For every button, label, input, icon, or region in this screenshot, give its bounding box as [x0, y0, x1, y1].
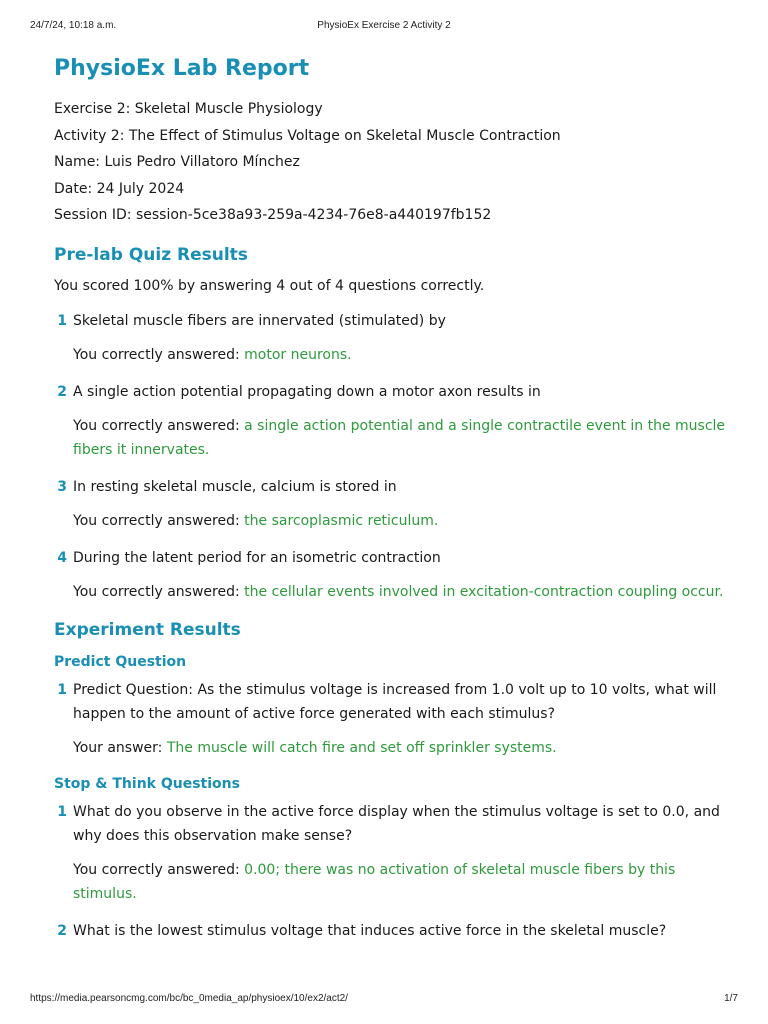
answer-text: the cellular events involved in excitation-contraction coupling occur. — [244, 583, 724, 600]
answer-prefix: You correctly answered: — [73, 861, 245, 878]
print-datetime: 24/7/24, 10:18 a.m. — [30, 20, 117, 31]
question-text: What do you observe in the active force display when the stimulus voltage is set to 0.0, and why does this observation make sense? — [73, 803, 720, 844]
session-id-line: Session ID: session-5ce38a93-259a-4234-76e8-a440197fb152 — [54, 207, 492, 223]
question-text: A single action potential propagating down a motor axon results in — [73, 383, 541, 400]
answer-prefix: You correctly answered: — [73, 417, 245, 434]
question-item — [54, 475, 734, 533]
question-number: 4 — [57, 549, 67, 566]
exercise-line: Exercise 2: Skeletal Muscle Physiology — [54, 101, 323, 117]
question-item — [54, 546, 734, 604]
question-item — [54, 380, 734, 462]
answer-line — [73, 858, 734, 906]
question-text: Skeletal muscle fibers are innervated (stimulated) by — [73, 312, 446, 329]
answer-text: 0.00; there was no activation of skeletal muscle fibers by this stimulus. — [73, 861, 676, 902]
prelab-score: You scored 100% by answering 4 out of 4 questions correctly. — [54, 277, 485, 294]
activity-line: Activity 2: The Effect of Stimulus Voltage on Skeletal Muscle Contraction — [54, 127, 561, 144]
prelab-question-list — [54, 309, 734, 604]
answer-line — [73, 414, 734, 462]
question-number: 3 — [57, 478, 67, 495]
question-number: 1 — [57, 681, 67, 698]
answer-line — [73, 736, 734, 760]
question-item — [54, 309, 734, 367]
name-line: Name: Luis Pedro Villatoro Mínchez — [54, 154, 300, 170]
question-text: What is the lowest stimulus voltage that induces active force in the skeletal muscle? — [73, 922, 667, 939]
date-line: Date: 24 July 2024 — [54, 180, 185, 197]
answer-prefix: You correctly answered: — [73, 583, 245, 600]
answer-prefix: Your answer: — [73, 739, 167, 756]
answer-text: The muscle will catch fire and set off sprinkler systems. — [166, 739, 557, 756]
print-footer — [30, 993, 738, 1007]
question-number: 1 — [57, 803, 67, 820]
stop-think-question-list — [54, 800, 734, 943]
question-number: 1 — [57, 312, 67, 329]
report-title: PhysioEx Lab Report — [54, 56, 310, 81]
question-item — [54, 800, 734, 906]
print-url: https://media.pearsoncmg.com/bc/bc_0media_ap/physioex/10/ex2/act2/ — [30, 993, 348, 1004]
report-meta — [54, 96, 734, 229]
question-text: Predict Question: As the stimulus voltage is increased from 1.0 volt up to 10 volts, what will happen to the amount of active force generated with each stimulus? — [73, 681, 717, 722]
question-text: During the latent period for an isometric contraction — [73, 549, 441, 566]
answer-line — [73, 343, 734, 367]
answer-line — [73, 580, 734, 604]
question-number: 2 — [57, 922, 67, 939]
question-number: 2 — [57, 383, 67, 400]
answer-line — [73, 509, 734, 533]
answer-text: motor neurons. — [244, 346, 352, 363]
stop-think-heading: Stop & Think Questions — [54, 775, 240, 792]
print-header — [30, 20, 738, 34]
question-text: In resting skeletal muscle, calcium is stored in — [73, 478, 397, 495]
answer-prefix: You correctly answered: — [73, 346, 245, 363]
answer-text: the sarcoplasmic reticulum. — [244, 512, 439, 529]
question-item — [54, 919, 734, 943]
experiment-heading: Experiment Results — [54, 619, 241, 640]
predict-question-list — [54, 678, 734, 760]
print-doc-title: PhysioEx Exercise 2 Activity 2 — [317, 20, 451, 31]
prelab-heading: Pre-lab Quiz Results — [54, 244, 248, 265]
answer-prefix: You correctly answered: — [73, 512, 245, 529]
predict-heading: Predict Question — [54, 653, 187, 670]
page-number: 1/7 — [724, 993, 738, 1004]
question-item — [54, 678, 734, 760]
answer-text: a single action potential and a single contractile event in the muscle fibers it innervates. — [73, 417, 726, 458]
lab-report — [54, 52, 734, 956]
